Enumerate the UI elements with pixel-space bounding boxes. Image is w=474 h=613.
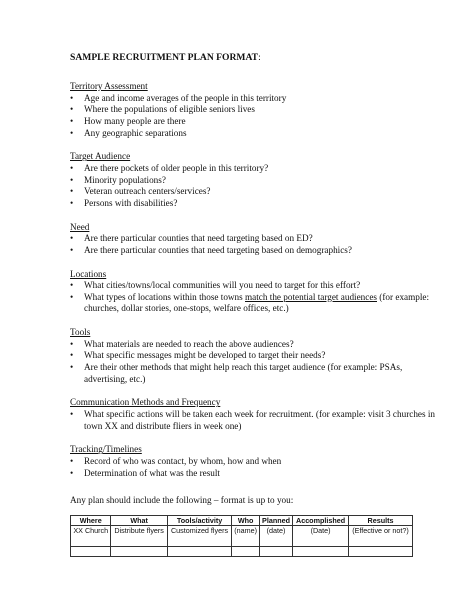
bullet-icon: •	[70, 291, 74, 302]
list-item: • Are their other methods that might help reach this target audience (for example: PSAs, advertising, etc.)	[70, 362, 403, 384]
bullet-icon: •	[70, 408, 74, 419]
bullet-list	[70, 163, 440, 210]
bullet-list	[70, 93, 440, 140]
bullet-list	[70, 456, 440, 479]
bullet-icon: •	[70, 338, 74, 349]
column-header-tools-activity: Tools/activity	[167, 515, 231, 525]
bullet-icon: •	[70, 350, 74, 361]
table-cell: (Effective or not?)	[349, 525, 413, 546]
list-item: • How many people are there	[70, 115, 186, 126]
list-item: • Are there pockets of older people in this territory?	[70, 162, 269, 173]
section-tools	[70, 327, 440, 385]
section-target-audience	[70, 151, 440, 209]
list-item: • Any geographic separations	[70, 127, 187, 138]
bullet-list	[70, 233, 440, 256]
bullet-list	[70, 280, 440, 315]
section-need	[70, 222, 440, 257]
table-cell: Distribute flyers	[111, 525, 167, 546]
bullet-icon: •	[70, 162, 74, 173]
table-cell: (Date)	[293, 525, 349, 546]
section-locations	[70, 269, 440, 316]
list-item: • Where the populations of eligible seniors lives	[70, 104, 255, 115]
column-header-where: Where	[71, 515, 111, 525]
table-cell	[349, 546, 413, 556]
list-item: • Persons with disabilities?	[70, 197, 178, 208]
list-item: • Age and income averages of the people in this territory	[70, 92, 287, 103]
section-heading: Tools	[70, 327, 91, 338]
bullet-icon: •	[70, 244, 74, 255]
section-territory-assessment	[70, 81, 440, 139]
table-cell	[293, 546, 349, 556]
section-heading: Communication Methods and Frequency	[70, 397, 221, 408]
column-header-accomplished: Accomplished	[293, 515, 349, 525]
table-row-empty	[71, 546, 413, 556]
list-item: • Minority populations?	[70, 174, 166, 185]
list-item: • Are there particular counties that need targeting based on ED?	[70, 233, 313, 244]
section-heading: Target Audience	[70, 151, 131, 162]
summary-text: Any plan should include the following – format is up to you:	[70, 495, 294, 506]
list-item: • Record of who was contact, by whom, how and when	[70, 455, 282, 466]
table-row	[71, 525, 413, 546]
bullet-icon: •	[70, 197, 74, 208]
list-item: • What specific messages might be developed to target their needs?	[70, 350, 326, 361]
list-item: • What materials are needed to reach the above audiences?	[70, 338, 294, 349]
table-header-row	[71, 515, 413, 525]
section-heading: Need	[70, 221, 90, 232]
table-cell	[232, 546, 260, 556]
table-cell	[259, 546, 292, 556]
underlined-phrase: match the potential target audiences	[245, 291, 377, 302]
list-item: • Veteran outreach centers/services?	[70, 186, 211, 197]
table-cell: (name)	[232, 525, 260, 546]
bullet-list	[70, 409, 440, 432]
bullet-list	[70, 339, 440, 386]
section-heading: Tracking/Timelines	[70, 444, 142, 455]
column-header-what: What	[111, 515, 167, 525]
table-cell	[111, 546, 167, 556]
bullet-icon: •	[70, 186, 74, 197]
bullet-icon: •	[70, 104, 74, 115]
bullet-icon: •	[70, 280, 74, 291]
bullet-icon: •	[70, 455, 74, 466]
list-item: • What specific actions will be taken each week for recruitment. (for example: visit 3 churches in town XX and distribute fliers in week one)	[70, 408, 436, 431]
table-cell	[167, 546, 231, 556]
section-heading: Territory Assessment	[70, 81, 148, 91]
bullet-icon: •	[70, 92, 74, 103]
table-cell	[71, 546, 111, 556]
bullet-icon: •	[70, 467, 74, 478]
bullet-icon: •	[70, 127, 74, 138]
table-cell: Customized flyers	[167, 525, 231, 546]
plan-table	[70, 515, 413, 557]
bullet-icon: •	[70, 174, 74, 185]
document-title: SAMPLE RECRUITMENT PLAN FORMAT:	[70, 52, 261, 63]
bullet-icon: •	[70, 233, 74, 244]
table-cell: XX Church	[71, 525, 111, 546]
list-item: • What types of locations within those towns match the potential target audiences (for example: churches, dollar stories, one-stops, welfare offices, etc.)	[70, 291, 430, 314]
section-communication-methods	[70, 397, 440, 432]
bullet-icon: •	[70, 115, 74, 126]
list-item: • Determination of what was the result	[70, 467, 220, 478]
section-tracking-timelines	[70, 444, 440, 479]
table-cell: (date)	[259, 525, 292, 546]
list-item: • Are there particular counties that need targeting based on demographics?	[70, 244, 352, 255]
bullet-icon: •	[70, 362, 74, 373]
column-header-who: Who	[232, 515, 260, 525]
column-header-results: Results	[349, 515, 413, 525]
column-header-planned: Planned	[259, 515, 292, 525]
document-page	[70, 52, 440, 557]
section-heading: Locations	[70, 268, 107, 279]
list-item: • What cities/towns/local communities will you need to target for this effort?	[70, 280, 361, 291]
